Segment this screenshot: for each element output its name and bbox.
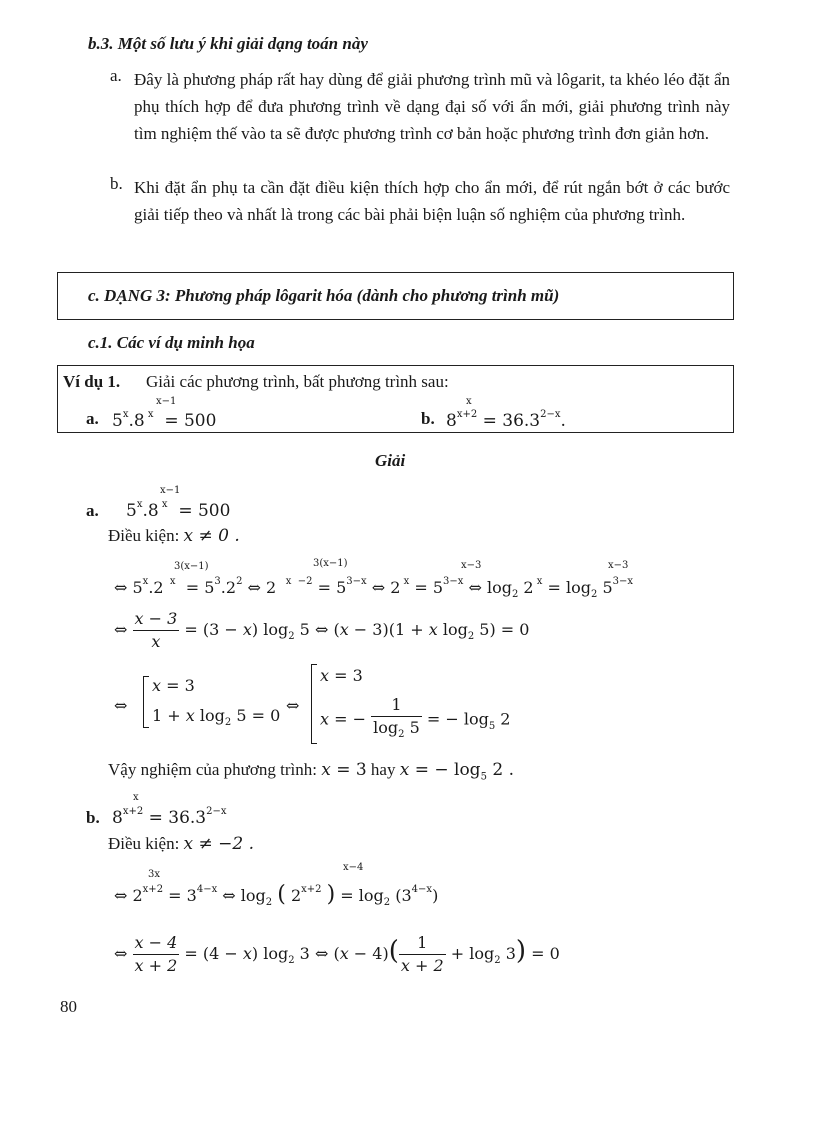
example-label: Ví dụ 1.	[63, 372, 121, 391]
equation-exponent: 3(x−1)	[174, 561, 209, 572]
equation-exponent: x	[466, 396, 472, 407]
system-bracket	[143, 676, 149, 728]
condition-value: x ≠ 0 .	[183, 526, 240, 546]
solution-title: Giải	[375, 451, 406, 470]
arrow: ⇔	[114, 696, 128, 715]
list-item-text: Khi đặt ẩn phụ ta cần đặt điều kiện thích hợp cho ẩn mới, để rút ngắn bớt ở các bước giải tiếp theo và nhất là trong các bài phải biện luận số nghiệm của phương trình.	[134, 178, 730, 224]
section-title: c. DẠNG 3: Phương pháp lôgarit hóa (dành cho phương trình mũ)	[88, 286, 560, 305]
solution-a-step-2: ⇔ $\frac{x - 3}{x}$ = (3 − x) $\log_2 5$ ⇔ (x − 3)(1 + x $\log_2 5) = 0$	[114, 609, 530, 651]
condition-prefix: Điều kiện:	[108, 834, 180, 853]
list-item-label: b.	[110, 174, 123, 193]
solution-b-step-2: ⇔ $\frac{x - 4}{x + 2}$ = (4 − x) $\log_2 3$ ⇔ (x − 4)( $\frac{1}{x + 2}$ + $\log_2 3) = 0$	[114, 933, 560, 975]
conclusion-text: Vậy nghiệm của phương trình: x = 3 hay x = − $\log_5 2$ .	[108, 760, 514, 783]
page-number: 80	[60, 997, 77, 1016]
equation-exponent: 3x	[148, 869, 161, 880]
system-line: x = − $\frac{1}{\log_2 5}$ = − $\log_5 2$	[320, 695, 511, 741]
solution-a-label: a.	[86, 501, 99, 520]
sub-heading: c.1. Các ví dụ minh họa	[88, 333, 255, 352]
system-bracket	[311, 664, 317, 744]
example-a-equation: 5$^x$.8 $^x$ = 500	[112, 409, 217, 431]
arrow: ⇔	[286, 696, 300, 715]
equation-exponent: x−1	[160, 485, 181, 496]
equation-exponent: x	[133, 792, 139, 803]
system-line: x = 3	[152, 676, 195, 695]
equation-exponent: x−3	[608, 560, 629, 571]
equation-exponent: x−4	[343, 862, 364, 873]
condition-text	[108, 834, 254, 854]
solution-b-label: b.	[86, 808, 100, 827]
solution-b-step-1: ⇔ $2^{x+2} = 3^{4-x}$ ⇔ $\log_2$ ( $2^{x+2}$ ) = $\log_2 (3^{4-x})$	[114, 882, 439, 909]
equation-exponent: 3(x−1)	[313, 558, 348, 569]
conclusion-join: hay	[370, 760, 396, 779]
example-prompt: Giải các phương trình, bất phương trình sau:	[146, 372, 449, 391]
equation-exponent: x−1	[156, 396, 177, 407]
solution-b-equation: $8^{x+2} = 36.3^{2-x}$	[112, 806, 227, 828]
solution-a-step-1: ⇔ 5$^x$.2 $^x = 5^3.2^2$ ⇔ 2 $^{x -2} = 5^{3-x}$ ⇔ 2 $^x = 5^{3-x}$ ⇔ $\log_2 2$ $^x = \log_2 5^{3-x}$	[114, 576, 634, 601]
equation-exponent: x−3	[461, 560, 482, 571]
condition-value: x ≠ −2 .	[183, 834, 255, 854]
example-b-equation: $8^{x+2} = 36.3^{2-x}$.	[446, 409, 566, 431]
condition-text	[108, 526, 240, 546]
list-item-text: Đây là phương pháp rất hay dùng để giải phương trình mũ và lôgarit, ta khéo léo đặt ẩn phụ thích hợp để đưa phương trình về dạng đại số với ẩn mới, giải phương trình này tìm nghiệm thế vào ta sẽ được phương trình cơ bản hoặc phương trình đơn giản hơn.	[134, 70, 730, 143]
example-a-label: a.	[86, 409, 99, 428]
system-line: 1 + x $\log_2 5 = 0$	[152, 706, 281, 729]
conclusion-prefix: Vậy nghiệm của phương trình:	[108, 760, 317, 779]
section-heading-b3: b.3. Một số lưu ý khi giải dạng toán này	[88, 34, 368, 53]
solution-a-equation: 5$^x$.8 $^x$ = 500	[126, 499, 231, 521]
condition-prefix: Điều kiện:	[108, 526, 180, 545]
list-item-label: a.	[110, 66, 122, 85]
example-b-label: b.	[421, 409, 435, 428]
system-line: x = 3	[320, 666, 363, 685]
